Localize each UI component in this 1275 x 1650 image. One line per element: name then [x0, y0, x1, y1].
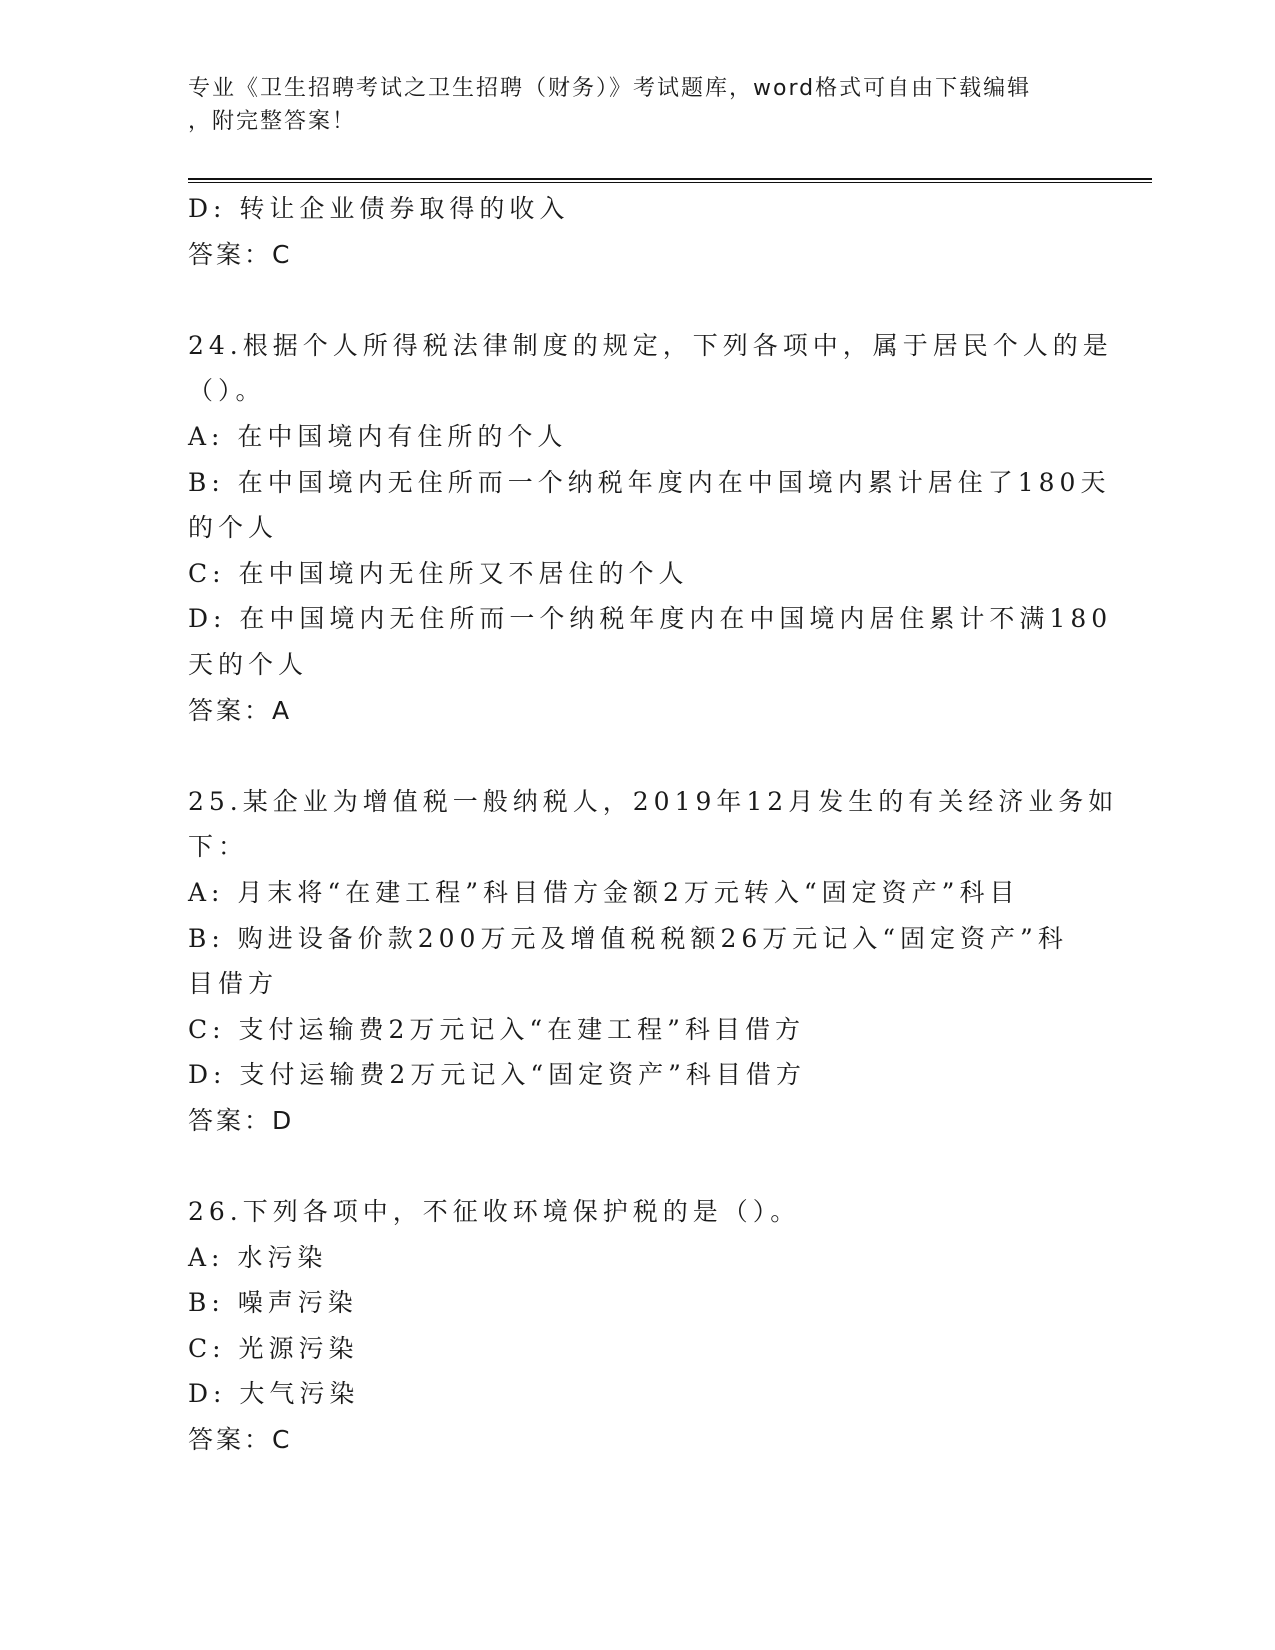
option-d: D: 在中国境内无住所而一个纳税年度内在中国境内居住累计不满180	[188, 604, 1113, 634]
question-content	[188, 186, 1119, 1463]
header-divider	[188, 178, 1152, 183]
spacer	[188, 277, 1088, 323]
option-c: C: 光源污染	[188, 1333, 359, 1363]
question-stem: 25.某企业为增值税一般纳税人，2019年12月发生的有关经济业务如	[188, 786, 1119, 816]
previous-question-tail	[188, 186, 1088, 277]
option-c: C: 支付运输费2万元记入“在建工程”科目借方	[188, 1014, 805, 1044]
option-d: D: 支付运输费2万元记入“固定资产”科目借方	[188, 1060, 806, 1090]
option-b: B: 购进设备价款200万元及增值税税额26万元记入“固定资产”科	[188, 923, 1068, 953]
option-d-cont: 天的个人	[188, 649, 309, 679]
question-stem-cont: （）。	[188, 376, 266, 406]
option-b-cont: 的个人	[188, 513, 279, 543]
question-24	[188, 323, 1113, 733]
question-stem: 26.下列各项中，不征收环境保护税的是（）。	[188, 1197, 801, 1227]
question-25	[188, 779, 1119, 1144]
option-a: A: 在中国境内有住所的个人	[188, 421, 568, 451]
spacer	[188, 733, 1088, 779]
page-header	[188, 72, 1068, 138]
question-stem-cont: 下：	[188, 832, 249, 862]
option-b: B: 在中国境内无住所而一个纳税年度内在中国境内累计居住了180天	[188, 467, 1111, 497]
option-a: A: 月末将“在建工程”科目借方金额2万元转入“固定资产”科目	[188, 877, 1020, 907]
question-26	[188, 1189, 1088, 1463]
answer: 答案：D	[188, 1105, 295, 1135]
answer: 答案：C	[188, 1425, 293, 1455]
answer: 答案：C	[188, 239, 293, 269]
option-b: B: 噪声污染	[188, 1288, 358, 1318]
header-line-1: 专业《卫生招聘考试之卫生招聘（财务）》考试题库，word格式可自由下载编辑	[188, 76, 1032, 101]
question-stem: 24.根据个人所得税法律制度的规定，下列各项中，属于居民个人的是	[188, 330, 1113, 360]
option-c: C: 在中国境内无住所又不居住的个人	[188, 558, 689, 588]
option-d: D: 转让企业债券取得的收入	[188, 194, 570, 223]
spacer	[188, 1143, 1088, 1189]
header-line-2: ，附完整答案！	[188, 109, 357, 134]
option-b-cont: 目借方	[188, 969, 279, 999]
option-a: A: 水污染	[188, 1242, 328, 1272]
option-d: D: 大气污染	[188, 1379, 360, 1409]
answer: 答案：A	[188, 695, 293, 725]
